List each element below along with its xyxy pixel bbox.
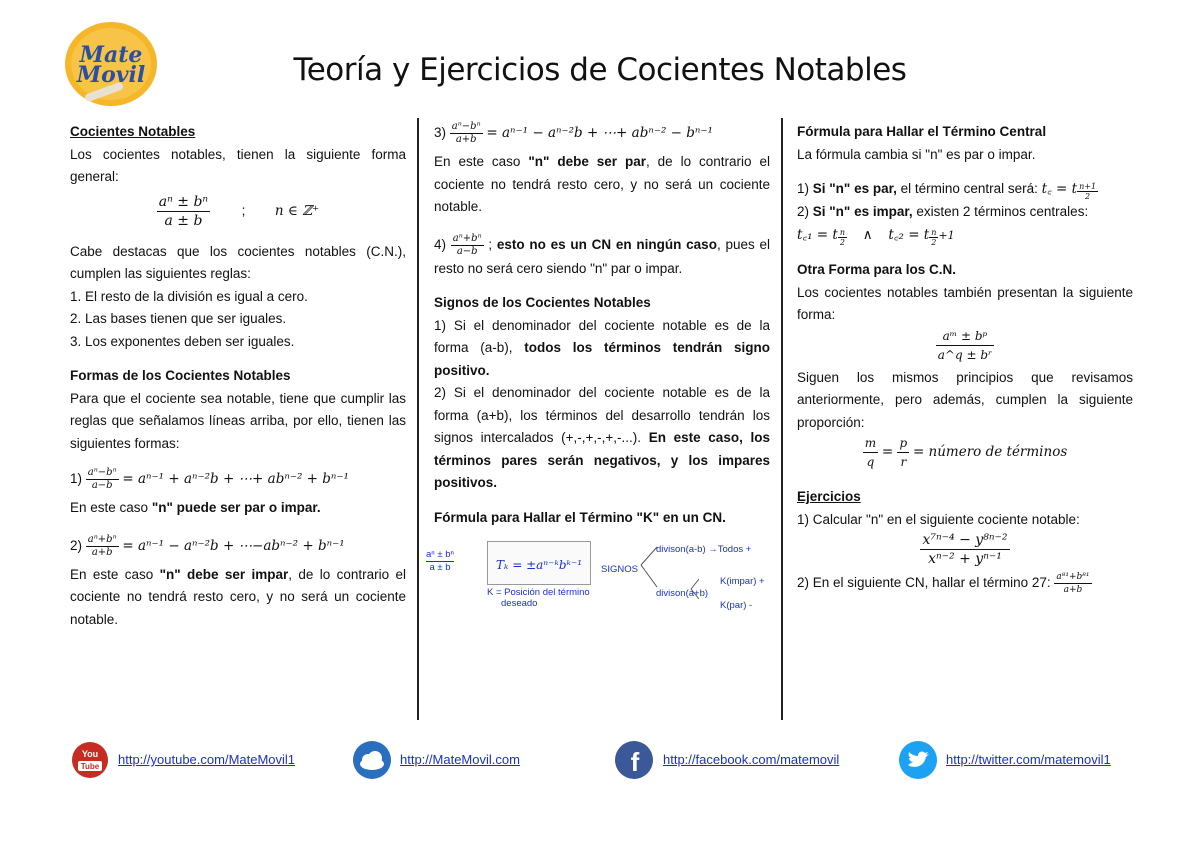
column-2 xyxy=(426,121,771,627)
proportion: $\frac{m}{q}$ = $\frac{p}{r}$ = número de términos xyxy=(864,436,1068,469)
central-case-2: 2) Si "n" es impar, existen 2 términos centrales: xyxy=(797,204,1089,219)
formas-intro: Para que el cociente sea notable, tiene que cumplir las reglas que señalamos líneas arriba, por ello, tienen las siguientes formas: xyxy=(70,390,406,451)
heading-signos: Signos de los Cocientes Notables xyxy=(434,295,651,310)
twitter-icon xyxy=(898,740,938,780)
central-case-1: 1) Si "n" es par, el término central será: t꜀ = t $\frac{n+1}{2}$ xyxy=(797,181,1097,201)
heading-central: Fórmula para Hallar el Término Central xyxy=(797,124,1047,139)
otra-text: Siguen los mismos principios que revisamos anteriormente, pero además, cumplen la siguiente proporción: xyxy=(797,369,1133,430)
website-link[interactable]: http://MateMovil.com xyxy=(400,752,520,767)
heading-formula-k: Fórmula para Hallar el Término "K" en un CN. xyxy=(434,509,726,525)
k-impar: K(impar) + xyxy=(720,576,765,587)
formula-2-note: En este caso "n" debe ser impar, de lo contrario el cociente no tendrá resto cero, y no será un cociente notable. xyxy=(70,566,406,627)
svg-text:Tube: Tube xyxy=(80,762,100,771)
heading-ejercicios: Ejercicios xyxy=(797,489,861,504)
rule-1: 1. El resto de la división es igual a cero. xyxy=(70,288,308,304)
general-form: $\frac{\text{aⁿ ± bⁿ}}{a \pm b}$ ; n ∈ ℤ⁺ xyxy=(158,193,320,229)
formula-1: 1) $\frac{\text{aⁿ−bⁿ}}{a-b}$ = aⁿ⁻¹ + aⁿ⁻²b + ⋯+ abⁿ⁻² + bⁿ⁻¹ xyxy=(70,467,349,491)
heading-cocientes: Cocientes Notables xyxy=(70,124,196,139)
otra-fraction: $\frac{\text{aᵐ ± bᵖ}}{\text{a\textasciicircum{}q ± bʳ}}$ xyxy=(937,328,993,362)
signos-rule-2: 2) Si el denominador del cociente notable es de la forma (a+b), los términos del desarrollo tendrán los signos intercalados (+,-,+,-,+,-...). En este caso, los términos pares serán negativos, y los impares positivos. xyxy=(434,385,770,490)
rule-3: 3. Los exponentes deben ser iguales. xyxy=(70,333,295,349)
central-terms: t꜀₁ = t $\frac{n}{2}$ ∧ t꜀₂ = t $\frac{n}{2}$ +1 xyxy=(797,226,955,247)
term-k-diagram xyxy=(426,537,774,627)
facebook-icon xyxy=(614,740,654,780)
signos-label: SIGNOS xyxy=(601,564,638,575)
heading-formas: Formas de los Cocientes Notables xyxy=(70,368,291,383)
heading-otra-forma: Otra Forma para los C.N. xyxy=(797,262,957,277)
tk-formula-box: Tₖ = ±aⁿ⁻ᵏbᵏ⁻¹ xyxy=(487,541,591,585)
cloud-icon xyxy=(352,740,392,780)
svg-text:You: You xyxy=(81,749,99,759)
svg-text:Mate: Mate xyxy=(79,42,143,68)
facebook-link[interactable]: http://facebook.com/matemovil xyxy=(663,752,840,767)
central-intro: La fórmula cambia si "n" es par o impar. xyxy=(797,146,1036,162)
formula-3-note: En este caso "n" debe ser par, de lo contrario el cociente no tendrá resto cero, y no será un cociente notable. xyxy=(434,154,770,214)
formula-4: 4) $\frac{\text{aⁿ+bⁿ}}{a-b}$ ; esto no es un CN en ningún caso, pues el resto no será cero siendo "n" par o impar. xyxy=(434,232,770,276)
rules-intro: Cabe destacas que los cocientes notables (C.N.), cumplen las siguientes reglas: xyxy=(70,243,406,281)
column-1 xyxy=(70,121,406,631)
twitter-link[interactable]: http://twitter.com/matemovil1 xyxy=(946,752,1111,767)
exercise-1: 1) Calcular "n" en el siguiente cociente notable: xyxy=(797,511,1080,527)
div-a-minus-b: divison(a-b) →Todos + xyxy=(656,544,752,555)
general-fraction: $\frac{\text{aⁿ ± bⁿ}}{a \pm b}$ xyxy=(158,193,209,229)
column-3 xyxy=(797,121,1133,596)
page-title: Teoría y Ejercicios de Cocientes Notables xyxy=(293,52,907,88)
k-par: K(par) - xyxy=(720,600,753,611)
exercise-2: 2) En el siguiente CN, hallar el término 27: $\frac{\text{a⁸¹+b⁸¹}}{a+b}$ xyxy=(797,572,1090,595)
svg-text:f: f xyxy=(630,747,640,777)
rule-2: 2. Las bases tienen que ser iguales. xyxy=(70,311,287,326)
intro-text: Los cocientes notables, tienen la siguiente forma general: xyxy=(70,146,406,184)
formula-1-note: En este caso "n" puede ser par o impar. xyxy=(70,500,321,515)
k-description: K = Posición del término deseado xyxy=(487,587,590,609)
div-a-plus-b: divison(a+b) xyxy=(656,588,709,599)
youtube-icon xyxy=(70,741,110,779)
svg-text:Movil: Movil xyxy=(76,62,146,88)
diagram-fraction: aⁿ ± bⁿ a ± b xyxy=(426,549,454,573)
youtube-link[interactable]: http://youtube.com/MateMovil1 xyxy=(118,752,296,767)
formula-2: 2) $\frac{\text{aⁿ+bⁿ}}{a+b}$ = aⁿ⁻¹ − aⁿ⁻²b + ⋯−abⁿ⁻² + bⁿ⁻¹ xyxy=(70,533,345,558)
signos-rule-1: 1) Si el denominador del cociente notable es de la forma (a-b), todos los términos tendrán signo positivo. xyxy=(434,317,771,378)
otra-intro: Los cocientes notables también presentan la siguiente forma: xyxy=(797,284,1133,322)
general-condition: n ∈ ℤ⁺ xyxy=(274,202,320,219)
column-divider-1 xyxy=(417,118,419,720)
formula-3: 3) $\frac{\text{aⁿ−bⁿ}}{a+b}$ = aⁿ⁻¹ − aⁿ⁻²b + ⋯+ abⁿ⁻² − bⁿ⁻¹ xyxy=(434,121,713,145)
exercise-1-fraction: $\frac{\text{x⁷ⁿ⁻⁴ − y⁸ⁿ⁻²}}{\text{xⁿ⁻² + yⁿ⁻¹}}$ xyxy=(922,532,1008,567)
column-divider-2 xyxy=(781,118,783,720)
